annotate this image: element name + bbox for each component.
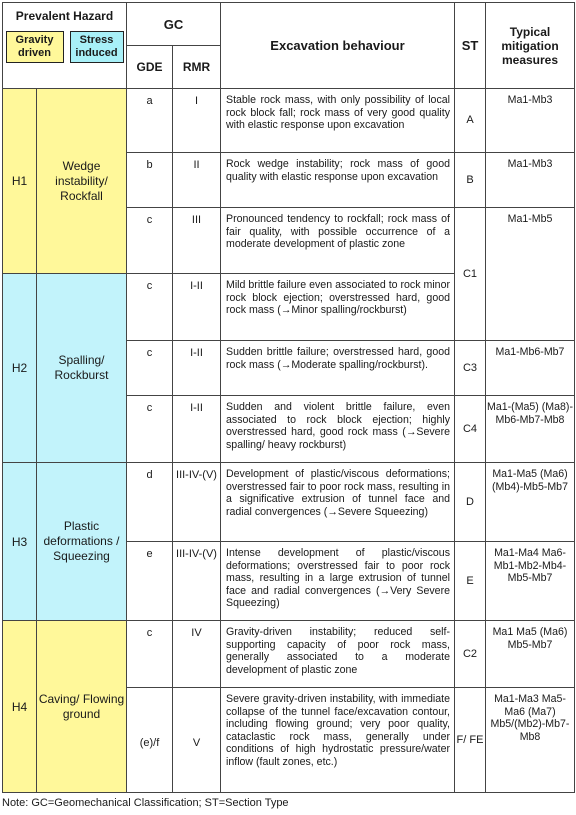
mitigation-value: Ma1-Ma4 Ma6-Mb1-Mb2-Mb4-Mb5-Mb7: [486, 542, 575, 621]
table-row: [3, 463, 575, 542]
gde-value: c: [127, 396, 173, 463]
gde-value: d: [127, 463, 173, 542]
gde-value: b: [127, 153, 173, 208]
mitigation-value: Ma1-Ma3 Ma5-Ma6 (Ma7) Mb5/(Mb2)-Mb7-Mb8: [486, 688, 575, 793]
hazard-name: Wedge instability/ Rockfall: [37, 89, 127, 274]
rmr-value: V: [173, 688, 221, 793]
gde-value: a: [127, 89, 173, 153]
st-value: B: [455, 153, 486, 208]
mitigation-value: Ma1-Mb6-Mb7: [486, 341, 575, 396]
gde-value: c: [127, 621, 173, 688]
st-value: A: [455, 89, 486, 153]
rmr-header: RMR: [173, 46, 221, 89]
behaviour-text: Development of plastic/viscous deformations; overstressed fair to poor rock mass, resulting in a significative extrusion of tunnel face and radial convergences (→Severe Squeezing): [221, 463, 455, 542]
behaviour-text: Severe gravity-driven instability, with immediate collapse of the tunnel face/excavation contour, including flowing ground; very poor quality, cataclastic rock mass, generally under conditions of high hydrostatic pressure/water inflow (fault zones, etc.): [221, 688, 455, 793]
prevalent-hazard-header: [3, 3, 127, 89]
hazard-id: H2: [3, 274, 37, 463]
mitigation-header: Typical mitigation measures: [486, 3, 575, 89]
behaviour-text: Sudden and violent brittle failure, even associated to rock block ejection; highly overstressed hard, good rock mass (→Severe spalling/ heavy rockburst): [221, 396, 455, 463]
gde-value: c: [127, 341, 173, 396]
behaviour-text: Pronounced tendency to rockfall; rock mass of fair quality, with possible occurrence of a moderate development of plastic zone: [221, 208, 455, 274]
rmr-value: II: [173, 153, 221, 208]
behaviour-text: Sudden brittle failure; overstressed hard, good rock mass (→Moderate spalling/rockburst).: [221, 341, 455, 396]
st-value: D: [455, 463, 486, 542]
table-row: [3, 621, 575, 688]
hazard-id: H1: [3, 89, 37, 274]
hazard-name: Caving/ Flowing ground: [37, 621, 127, 793]
hazard-legend: [3, 31, 126, 63]
gde-header: GDE: [127, 46, 173, 89]
st-value: C1: [455, 208, 486, 341]
hazard-id: H3: [3, 463, 37, 621]
rmr-value: I-II: [173, 274, 221, 341]
excavation-header: Excavation behaviour: [221, 3, 455, 89]
mitigation-value: Ma1-Mb5: [486, 208, 575, 341]
rmr-value: III-IV-(V): [173, 542, 221, 621]
gde-value: e: [127, 542, 173, 621]
hazard-name: Plastic deformations / Squeezing: [37, 463, 127, 621]
behaviour-text: Rock wedge instability; rock mass of good quality with elastic response upon excavation: [221, 153, 455, 208]
table-note: Note: GC=Geomechanical Classification; ST=Section Type: [2, 797, 289, 809]
mitigation-value: Ma1-(Ma5) (Ma8)-Mb6-Mb7-Mb8: [486, 396, 575, 463]
rmr-value: I-II: [173, 396, 221, 463]
st-value: C4: [455, 396, 486, 463]
gde-value: c: [127, 274, 173, 341]
gde-value: (e)/f: [127, 688, 173, 793]
st-value: C2: [455, 621, 486, 688]
mitigation-value: Ma1 Ma5 (Ma6) Mb5-Mb7: [486, 621, 575, 688]
rmr-value: III-IV-(V): [173, 463, 221, 542]
gde-value: c: [127, 208, 173, 274]
legend-gravity: Gravity driven: [6, 31, 64, 63]
hazard-name: Spalling/ Rockburst: [37, 274, 127, 463]
rmr-value: I-II: [173, 341, 221, 396]
behaviour-text: Gravity-driven instability; reduced self-supporting capacity of poor rock mass, generally associated to a moderate development of plastic zone: [221, 621, 455, 688]
mitigation-value: Ma1-Mb3: [486, 153, 575, 208]
st-value: C3: [455, 341, 486, 396]
gc-header: GC: [127, 3, 221, 46]
st-header: ST: [455, 3, 486, 89]
mitigation-value: Ma1-Ma5 (Ma6) (Mb4)-Mb5-Mb7: [486, 463, 575, 542]
table-row: [3, 89, 575, 153]
behaviour-text: Stable rock mass, with only possibility of local rock block fall; rock mass of very good quality with elastic response upon excavation: [221, 89, 455, 153]
legend-stress: Stress induced: [70, 31, 124, 63]
rmr-value: I: [173, 89, 221, 153]
hazard-id: H4: [3, 621, 37, 793]
st-value: F/ FE: [455, 688, 486, 793]
behaviour-text: Intense development of plastic/viscous deformations; overstressed fair to poor rock mass, resulting in a large extrusion of tunnel face and radial convergences (→Very Severe Squeezing): [221, 542, 455, 621]
rmr-value: III: [173, 208, 221, 274]
st-value: E: [455, 542, 486, 621]
rmr-value: IV: [173, 621, 221, 688]
hazard-table: [2, 2, 575, 793]
mitigation-value: Ma1-Mb3: [486, 89, 575, 153]
behaviour-text: Mild brittle failure even associated to rock minor rock block ejection; overstressed hard, good rock mass (→Minor spalling/rockburst): [221, 274, 455, 341]
hazard-title: Prevalent Hazard: [15, 9, 114, 23]
